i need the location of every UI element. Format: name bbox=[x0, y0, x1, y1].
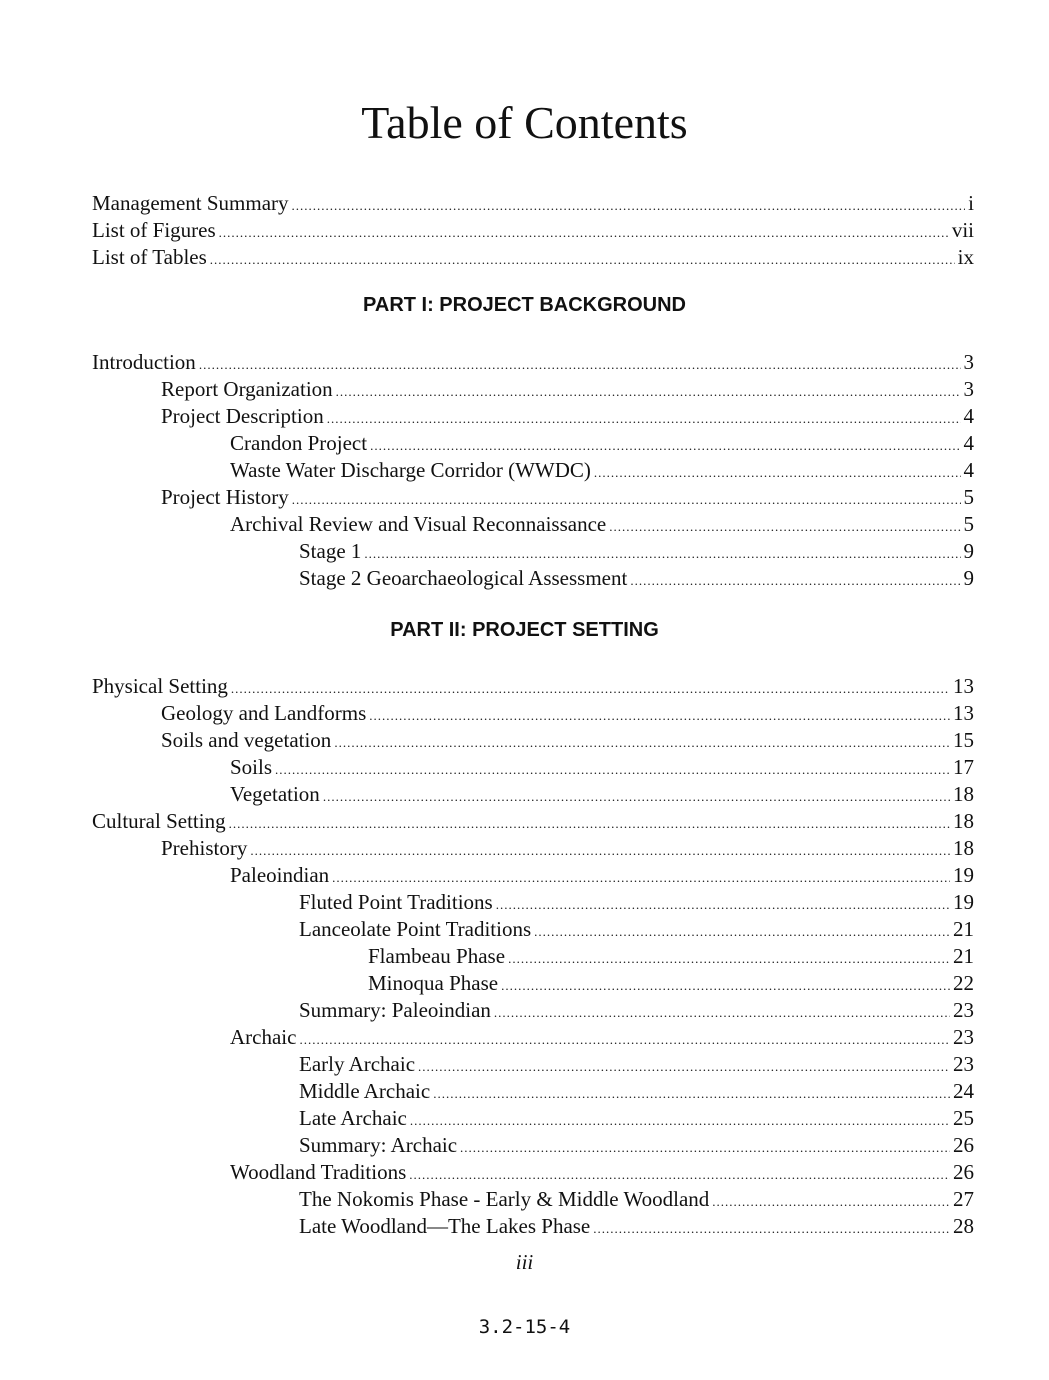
toc-entry-page: 23 bbox=[953, 1025, 974, 1049]
toc-entry bbox=[0, 538, 1049, 565]
toc-entry-label: Paleoindian bbox=[230, 863, 330, 887]
toc-leader-dots bbox=[231, 675, 950, 702]
toc-entry-label: Physical Setting bbox=[92, 674, 228, 698]
toc-entry bbox=[0, 1024, 1049, 1051]
toc-entry-label: Lanceolate Point Traditions bbox=[299, 917, 532, 941]
toc-leader-dots bbox=[292, 486, 961, 513]
toc-leader-dots bbox=[630, 567, 960, 594]
toc-entry-page: 18 bbox=[953, 809, 974, 833]
toc-entry-page: 26 bbox=[953, 1133, 974, 1157]
toc-leader-dots bbox=[609, 513, 960, 540]
document-code: 3.2-15-4 bbox=[478, 1316, 571, 1338]
toc-entry-page: 23 bbox=[953, 1052, 974, 1076]
toc-leader-dots bbox=[292, 192, 966, 219]
toc-entry-page: 27 bbox=[953, 1187, 974, 1211]
toc-leader-dots bbox=[369, 702, 950, 729]
toc-entry bbox=[0, 889, 1049, 916]
toc-entry bbox=[0, 673, 1049, 700]
toc-entry-page: 9 bbox=[963, 566, 974, 590]
toc-entry-label: Crandon Project bbox=[230, 431, 368, 455]
toc-leader-dots bbox=[508, 945, 950, 972]
part-2-entry-list bbox=[0, 673, 1049, 1240]
toc-entry bbox=[0, 457, 1049, 484]
toc-entry bbox=[0, 430, 1049, 457]
toc-entry-label: Cultural Setting bbox=[92, 809, 226, 833]
toc-entry-page: 26 bbox=[953, 1160, 974, 1184]
toc-leader-dots bbox=[460, 1134, 950, 1161]
toc-leader-dots bbox=[501, 972, 950, 999]
toc-leader-dots bbox=[418, 1053, 950, 1080]
toc-leader-dots bbox=[219, 219, 949, 246]
toc-leader-dots bbox=[250, 837, 950, 864]
toc-entry-page: 13 bbox=[953, 701, 974, 725]
toc-leader-dots bbox=[409, 1161, 950, 1188]
page-number: iii bbox=[515, 1250, 534, 1274]
toc-entry-label: Introduction bbox=[92, 350, 196, 374]
toc-entry-label: Project History bbox=[161, 485, 289, 509]
toc-leader-dots bbox=[210, 246, 955, 273]
toc-leader-dots bbox=[364, 540, 960, 567]
toc-entry bbox=[0, 1132, 1049, 1159]
toc-entry bbox=[0, 1078, 1049, 1105]
toc-entry bbox=[0, 1213, 1049, 1240]
toc-leader-dots bbox=[593, 1215, 950, 1242]
toc-entry bbox=[0, 217, 1049, 244]
toc-entry bbox=[0, 862, 1049, 889]
toc-entry-page: 4 bbox=[963, 458, 974, 482]
toc-entry-label: Stage 2 Geoarchaeological Assessment bbox=[299, 566, 628, 590]
toc-entry bbox=[0, 376, 1049, 403]
toc-leader-dots bbox=[199, 351, 961, 378]
page-title: Table of Contents bbox=[361, 97, 688, 148]
toc-entry-page: 21 bbox=[953, 917, 974, 941]
toc-entry-page: i bbox=[968, 191, 974, 215]
toc-entry-page: ix bbox=[957, 245, 974, 269]
toc-entry-label: List of Tables bbox=[92, 245, 207, 269]
toc-entry bbox=[0, 727, 1049, 754]
toc-entry-label: Geology and Landforms bbox=[161, 701, 367, 725]
toc-entry-page: 25 bbox=[953, 1106, 974, 1130]
toc-entry bbox=[0, 1105, 1049, 1132]
toc-leader-dots bbox=[433, 1080, 950, 1107]
toc-entry-page: 19 bbox=[953, 863, 974, 887]
toc-entry-page: vii bbox=[951, 218, 974, 242]
toc-entry-page: 9 bbox=[963, 539, 974, 563]
toc-leader-dots bbox=[334, 729, 950, 756]
toc-entry-label: Waste Water Discharge Corridor (WWDC) bbox=[230, 458, 591, 482]
toc-leader-dots bbox=[370, 432, 960, 459]
toc-entry-label: Archival Review and Visual Reconnaissance bbox=[230, 512, 607, 536]
toc-leader-dots bbox=[229, 810, 950, 837]
toc-entry-label: Fluted Point Traditions bbox=[299, 890, 493, 914]
toc-entry-page: 4 bbox=[963, 404, 974, 428]
toc-entry-page: 3 bbox=[963, 350, 974, 374]
toc-entry bbox=[0, 565, 1049, 592]
toc-entry-page: 13 bbox=[953, 674, 974, 698]
toc-entry-label: Flambeau Phase bbox=[368, 944, 506, 968]
toc-entry-label: Minoqua Phase bbox=[368, 971, 499, 995]
toc-entry bbox=[0, 349, 1049, 376]
toc-entry-page: 5 bbox=[963, 512, 974, 536]
toc-entry-page: 24 bbox=[953, 1079, 974, 1103]
toc-entry bbox=[0, 244, 1049, 271]
toc-leader-dots bbox=[336, 378, 961, 405]
toc-leader-dots bbox=[496, 891, 950, 918]
toc-entry-page: 4 bbox=[963, 431, 974, 455]
toc-entry-page: 19 bbox=[953, 890, 974, 914]
toc-leader-dots bbox=[594, 459, 961, 486]
toc-entry-label: List of Figures bbox=[92, 218, 216, 242]
toc-entry-label: Summary: Archaic bbox=[299, 1133, 458, 1157]
toc-entry-label: Soils bbox=[230, 755, 273, 779]
toc-entry-label: Late Archaic bbox=[299, 1106, 407, 1130]
toc-entry-page: 15 bbox=[953, 728, 974, 752]
toc-entry-label: Management Summary bbox=[92, 191, 289, 215]
toc-entry-label: Soils and vegetation bbox=[161, 728, 332, 752]
toc-leader-dots bbox=[494, 999, 950, 1026]
toc-entry bbox=[0, 970, 1049, 997]
toc-entry-page: 17 bbox=[953, 755, 974, 779]
toc-leader-dots bbox=[332, 864, 950, 891]
toc-entry bbox=[0, 511, 1049, 538]
toc-entry-label: Woodland Traditions bbox=[230, 1160, 407, 1184]
part-1-heading: PART I: PROJECT BACKGROUND bbox=[363, 294, 686, 316]
toc-entry-label: Middle Archaic bbox=[299, 1079, 431, 1103]
toc-entry bbox=[0, 916, 1049, 943]
toc-entry bbox=[0, 190, 1049, 217]
part-2-heading: PART II: PROJECT SETTING bbox=[390, 619, 659, 641]
toc-entry-label: Stage 1 bbox=[299, 539, 362, 563]
toc-entry bbox=[0, 484, 1049, 511]
toc-entry bbox=[0, 997, 1049, 1024]
toc-entry-label: Archaic bbox=[230, 1025, 297, 1049]
toc-leader-dots bbox=[410, 1107, 950, 1134]
toc-entry-page: 22 bbox=[953, 971, 974, 995]
toc-entry bbox=[0, 1159, 1049, 1186]
toc-entry-page: 28 bbox=[953, 1214, 974, 1238]
front-matter-list bbox=[0, 190, 1049, 271]
toc-leader-dots bbox=[327, 405, 961, 432]
toc-entry-page: 3 bbox=[963, 377, 974, 401]
toc-entry bbox=[0, 403, 1049, 430]
toc-leader-dots bbox=[712, 1188, 950, 1215]
toc-entry bbox=[0, 835, 1049, 862]
toc-leader-dots bbox=[299, 1026, 950, 1053]
toc-entry-label: Late Woodland—The Lakes Phase bbox=[299, 1214, 591, 1238]
toc-entry bbox=[0, 700, 1049, 727]
toc-entry-label: Early Archaic bbox=[299, 1052, 416, 1076]
toc-leader-dots bbox=[275, 756, 950, 783]
toc-entry bbox=[0, 1051, 1049, 1078]
toc-entry-label: Project Description bbox=[161, 404, 324, 428]
toc-entry bbox=[0, 1186, 1049, 1213]
toc-entry-page: 18 bbox=[953, 836, 974, 860]
toc-entry bbox=[0, 808, 1049, 835]
toc-entry-label: Prehistory bbox=[161, 836, 248, 860]
toc-entry-page: 23 bbox=[953, 998, 974, 1022]
toc-entry-label: Summary: Paleoindian bbox=[299, 998, 491, 1022]
toc-entry-page: 5 bbox=[963, 485, 974, 509]
toc-leader-dots bbox=[323, 783, 950, 810]
toc-entry bbox=[0, 943, 1049, 970]
toc-leader-dots bbox=[534, 918, 950, 945]
toc-entry bbox=[0, 781, 1049, 808]
toc-entry-label: The Nokomis Phase - Early & Middle Woodland bbox=[299, 1187, 710, 1211]
toc-entry-label: Vegetation bbox=[230, 782, 320, 806]
toc-entry-page: 21 bbox=[953, 944, 974, 968]
toc-entry-page: 18 bbox=[953, 782, 974, 806]
toc-entry-label: Report Organization bbox=[161, 377, 333, 401]
part-1-entry-list bbox=[0, 349, 1049, 592]
toc-entry bbox=[0, 754, 1049, 781]
